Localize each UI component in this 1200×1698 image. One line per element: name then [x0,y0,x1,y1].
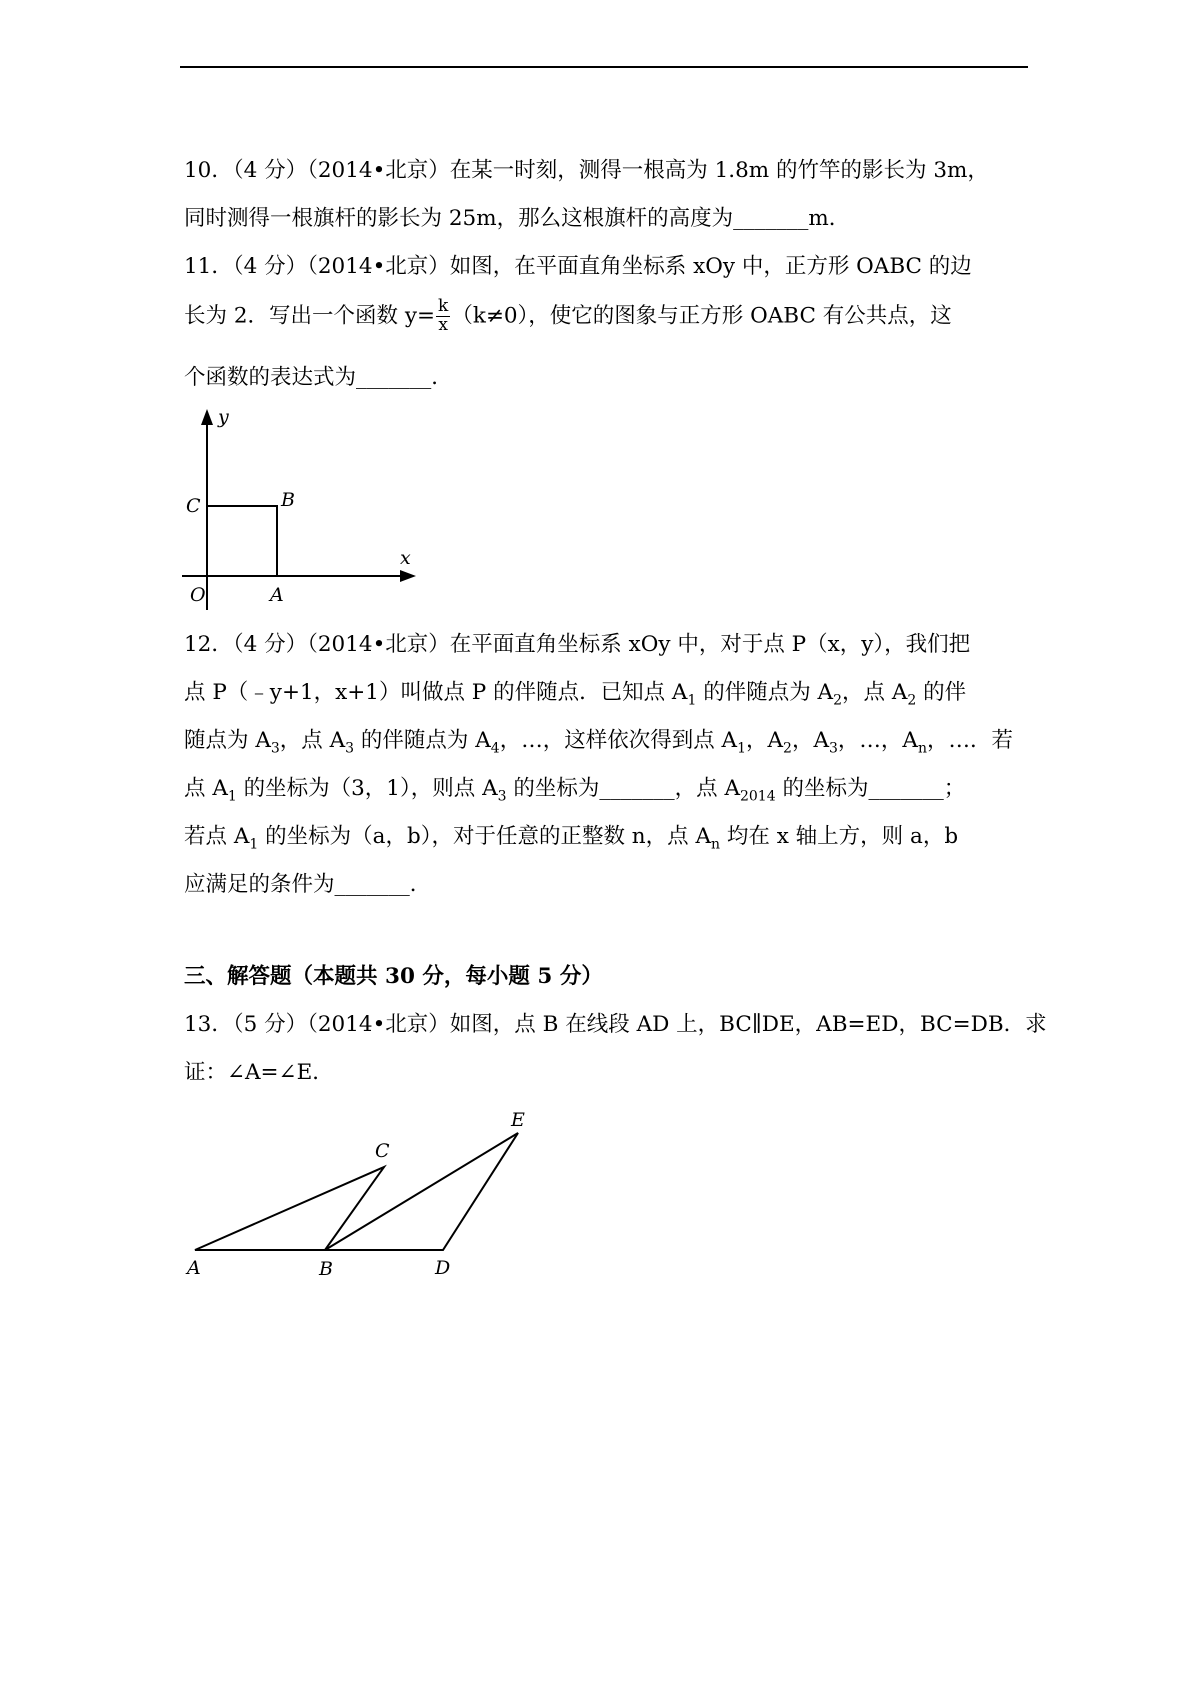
label-a: A [187,1257,201,1279]
q12-l3-a: 随点为 A [184,728,271,753]
q12-l5-s1: 1 [249,836,259,853]
q12-l3-f: ，A [791,728,829,753]
section-3-heading: 三、解答题（本题共 30 分，每小题 5 分） [184,964,603,989]
y-axis-arrow [201,409,213,425]
q12-l4-b: 的坐标为（3，1），则点 A [236,776,498,801]
q12-line-3 [184,728,1013,757]
q12-l3-h: ，…．若 [926,728,1013,753]
q12-line-5 [184,824,959,853]
q12-l3-s3: 4 [490,740,500,757]
q12-l3-e: ，A [746,728,784,753]
q12-l3-s4: 1 [737,740,747,757]
q12-l4-s2: 3 [497,788,507,805]
q12-l4-c: 的坐标为_______，点 A [506,776,740,801]
q11-line-3: 个函数的表达式为_______． [184,365,453,390]
x-axis-arrow [400,570,416,582]
q12-l2-s3: 2 [907,692,917,709]
q12-l4-a: 点 A [184,776,228,801]
q13-line-2: 证：∠A=∠E． [184,1060,334,1085]
q12-line-4 [184,776,966,805]
q12-l3-s7: n [917,740,927,757]
label-a: A [270,584,284,606]
triangle-bde [325,1133,518,1250]
q12-l5-b: 的坐标为（a，b），对于任意的正整数 n，点 A [258,824,712,849]
q12-l2-c: ，点 A [842,680,908,705]
q10-line-1: 10．（4 分）（2014•北京）在某一时刻，测得一根高为 1.8m 的竹竿的影长为 3m， [184,158,989,183]
q11-line-2-pre: 长为 2．写出一个函数 y= [184,303,436,329]
q12-l4-s1: 1 [227,788,237,805]
square-oabc [207,506,277,576]
q12-l5-c: 均在 x 轴上方，则 a，b [720,824,959,849]
q11-line-2-post: （k≠0），使它的图象与正方形 OABC 有公共点，这 [451,303,952,329]
q12-line-2 [184,680,967,709]
q12-l3-b: ，点 A [279,728,346,753]
q12-l5-a: 若点 A [184,824,250,849]
q13-line-1: 13．（5 分）（2014•北京）如图，点 B 在线段 AD 上，BC∥DE，AB=ED，BC=DB．求 [184,1012,1047,1037]
q10-line-2: 同时测得一根旗杆的影长为 25m，那么这根旗杆的高度为_______m． [184,206,851,231]
q12-line-6: 应满足的条件为_______． [184,872,432,897]
q11-coordinate-figure [180,405,420,615]
header-rule [180,66,1028,68]
q12-l4-d: 的坐标为_______； [775,776,966,801]
label-d: D [435,1257,451,1279]
q12-l3-s6: 3 [829,740,838,757]
label-y: y [218,406,229,428]
q12-l3-s2: 3 [345,740,355,757]
q11-line-1: 11．（4 分）（2014•北京）如图，在平面直角坐标系 xOy 中，正方形 OABC 的边 [184,254,972,279]
q13-triangle-figure [180,1105,550,1285]
q12-l2-s2: 2 [833,692,843,709]
q12-l3-d: ，…，这样依次得到点 A [499,728,738,753]
q12-l5-s2: n [711,836,721,853]
label-c: C [375,1140,390,1162]
q12-l2-b: 的伴随点为 A [696,680,834,705]
label-c: C [186,495,201,517]
label-o: O [190,584,206,606]
q12-l2-a: 点 P（﹣y+1，x+1）叫做点 P 的伴随点．已知点 A [184,680,688,705]
label-e: E [511,1109,525,1131]
label-x: x [400,547,411,569]
fraction-k-over-x [436,298,450,335]
q12-l2-d: 的伴 [916,680,967,705]
fraction-denominator: x [438,314,448,335]
triangle-abc [195,1167,384,1250]
q12-l4-s3: 2014 [739,788,776,805]
q11-line-2 [184,298,952,335]
q12-l3-s5: 2 [783,740,792,757]
label-b: B [281,489,295,511]
fraction-numerator: k [438,296,449,316]
q12-l3-s1: 3 [270,740,280,757]
q12-line-1: 12．（4 分）（2014•北京）在平面直角坐标系 xOy 中，对于点 P（x，y），我们把 [184,632,971,657]
q12-l3-c: 的伴随点为 A [354,728,491,753]
q12-l2-s1: 1 [687,692,697,709]
q12-l3-g: ，…，A [837,728,918,753]
label-b: B [319,1258,333,1280]
